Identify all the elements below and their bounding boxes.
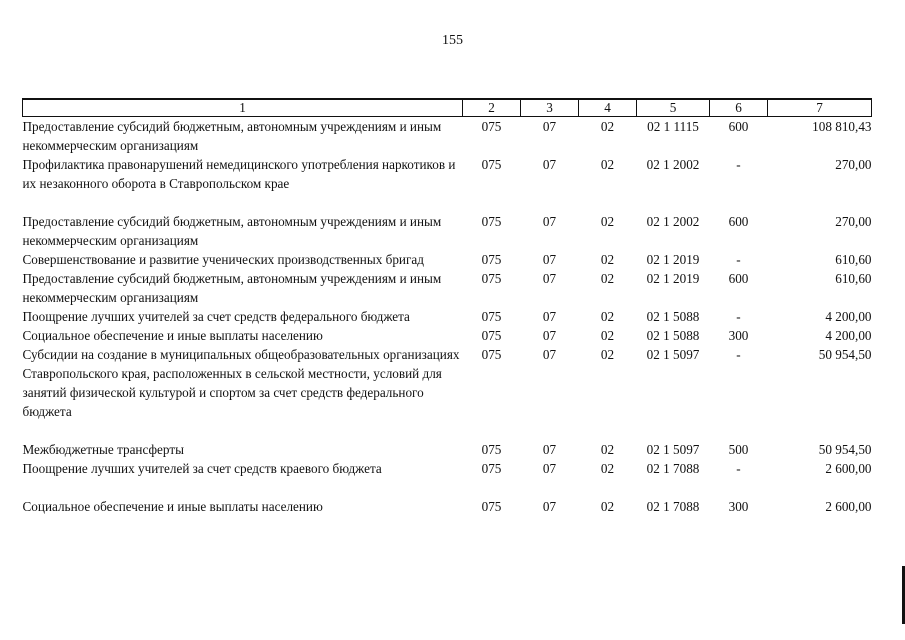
target-article-cell: 02 1 7088 [646, 499, 700, 514]
ministry-code-cell: 075 [481, 157, 502, 172]
amount-cell: 270,00 [835, 214, 872, 229]
subsection-code-cell: 02 [600, 119, 615, 134]
amount-cell: 4 200,00 [825, 328, 872, 343]
section-code-cell: 07 [542, 347, 557, 362]
table-row [23, 326, 872, 345]
ministry-code-cell: 075 [481, 442, 502, 457]
amount-cell: 2 600,00 [825, 461, 872, 476]
amount-cell: 108 810,43 [812, 119, 872, 134]
row-name-cell: Профилактика правонарушений немедицинского употребления наркотиков и их незаконного оборота в Ставропольском крае [22, 157, 456, 191]
table-row [23, 155, 872, 212]
amount-cell: 610,60 [835, 271, 872, 286]
ministry-code-cell: 075 [481, 119, 502, 134]
expense-type-cell: 500 [728, 442, 749, 457]
ministry-code-cell: 075 [481, 252, 502, 267]
page-number: 155 [442, 33, 463, 48]
table-row [23, 250, 872, 269]
section-code-cell: 07 [542, 328, 557, 343]
subsection-code-cell: 02 [600, 347, 615, 362]
amount-cell: 2 600,00 [825, 499, 872, 514]
header-col-4: 4 [579, 99, 637, 117]
table-row [23, 440, 872, 459]
subsection-code-cell: 02 [600, 499, 615, 514]
ministry-code-cell: 075 [481, 347, 502, 362]
target-article-cell: 02 1 2002 [646, 157, 700, 172]
target-article-cell: 02 1 2019 [646, 271, 700, 286]
section-code-cell: 07 [542, 309, 557, 324]
ministry-code-cell: 075 [481, 461, 502, 476]
subsection-code-cell: 02 [600, 442, 615, 457]
table-row [23, 117, 872, 156]
subsection-code-cell: 02 [600, 461, 615, 476]
target-article-cell: 02 1 7088 [646, 461, 700, 476]
section-code-cell: 07 [542, 442, 557, 457]
target-article-cell: 02 1 2002 [646, 214, 700, 229]
target-article-cell: 02 1 5088 [646, 309, 700, 324]
ministry-code-cell: 075 [481, 309, 502, 324]
subsection-code-cell: 02 [600, 252, 615, 267]
section-code-cell: 07 [542, 461, 557, 476]
section-code-cell: 07 [542, 157, 557, 172]
subsection-code-cell: 02 [600, 309, 615, 324]
row-name-cell: Поощрение лучших учителей за счет средств краевого бюджета [22, 461, 382, 476]
row-name-cell: Межбюджетные трансферты [22, 442, 184, 457]
amount-cell: 4 200,00 [825, 309, 872, 324]
header-col-1: 1 [23, 99, 463, 117]
table-header-row [23, 99, 872, 117]
ministry-code-cell: 075 [481, 214, 502, 229]
row-name-cell: Поощрение лучших учителей за счет средств федерального бюджета [22, 309, 410, 324]
budget-table [22, 98, 872, 516]
row-name-cell: Предоставление субсидий бюджетным, автономным учреждениям и иным некоммерческим организациям [22, 271, 442, 305]
header-col-5: 5 [637, 99, 710, 117]
expense-type-cell: - [736, 252, 741, 267]
subsection-code-cell: 02 [600, 271, 615, 286]
ministry-code-cell: 075 [481, 328, 502, 343]
table-body [23, 117, 872, 517]
target-article-cell: 02 1 5097 [646, 442, 700, 457]
expense-type-cell: - [736, 347, 741, 362]
amount-cell: 50 954,50 [818, 347, 872, 362]
subsection-code-cell: 02 [600, 328, 615, 343]
expense-type-cell: - [736, 309, 741, 324]
row-name-cell: Субсидии на создание в муниципальных общеобразовательных организациях Ставропольского края, расположенных в сельской местности, условий для занятий физической культурой и спортом за счет средств федерального бюджета [22, 347, 460, 419]
target-article-cell: 02 1 5088 [646, 328, 700, 343]
section-code-cell: 07 [542, 252, 557, 267]
header-col-6: 6 [710, 99, 768, 117]
target-article-cell: 02 1 2019 [646, 252, 700, 267]
section-code-cell: 07 [542, 271, 557, 286]
expense-type-cell: - [736, 461, 741, 476]
table-row [23, 212, 872, 250]
row-name-cell: Совершенствование и развитие ученических производственных бригад [22, 252, 424, 267]
expense-type-cell: - [736, 157, 741, 172]
table-row [23, 345, 872, 440]
expense-type-cell: 600 [728, 119, 749, 134]
expense-type-cell: 600 [728, 271, 749, 286]
target-article-cell: 02 1 1115 [647, 119, 699, 134]
section-code-cell: 07 [542, 214, 557, 229]
table-row [23, 459, 872, 497]
section-code-cell: 07 [542, 499, 557, 514]
ministry-code-cell: 075 [481, 271, 502, 286]
amount-cell: 270,00 [835, 157, 872, 172]
table-row [23, 497, 872, 516]
table-row [23, 269, 872, 307]
row-name-cell: Предоставление субсидий бюджетным, автономным учреждениям и иным некоммерческим организациям [22, 214, 442, 248]
expense-type-cell: 300 [728, 499, 749, 514]
expense-type-cell: 600 [728, 214, 749, 229]
section-code-cell: 07 [542, 119, 557, 134]
row-name-cell: Социальное обеспечение и иные выплаты населению [22, 499, 323, 514]
subsection-code-cell: 02 [600, 214, 615, 229]
header-col-3: 3 [521, 99, 579, 117]
amount-cell: 50 954,50 [818, 442, 872, 457]
table-row [23, 307, 872, 326]
target-article-cell: 02 1 5097 [646, 347, 700, 362]
expense-type-cell: 300 [728, 328, 749, 343]
header-col-7: 7 [768, 99, 872, 117]
row-name-cell: Предоставление субсидий бюджетным, автономным учреждениям и иным некоммерческим организациям [22, 119, 442, 153]
header-col-2: 2 [463, 99, 521, 117]
amount-cell: 610,60 [835, 252, 872, 267]
subsection-code-cell: 02 [600, 157, 615, 172]
row-name-cell: Социальное обеспечение и иные выплаты населению [22, 328, 323, 343]
ministry-code-cell: 075 [481, 499, 502, 514]
